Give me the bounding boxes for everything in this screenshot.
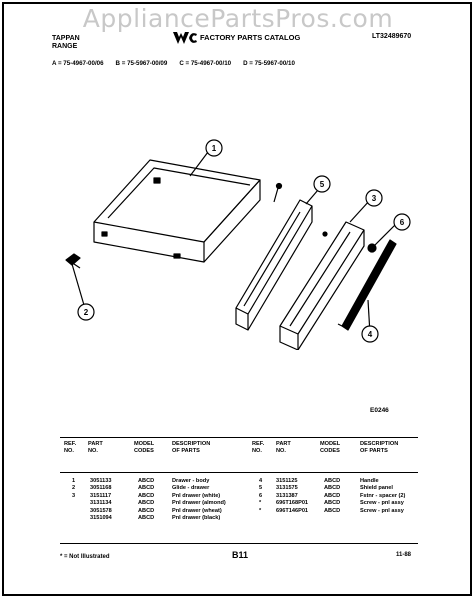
drawer-panel [280, 222, 364, 350]
table-cell: 696T168P01 [276, 500, 309, 507]
page-number: B11 [232, 550, 249, 560]
table-cell: Screw - pnl assy [360, 507, 404, 514]
table-cell: 5 [259, 485, 263, 492]
header-ref-left: REF. NO. [64, 441, 77, 454]
table-cell: 3051133 [90, 478, 112, 484]
table-cell [72, 500, 75, 507]
table-header-rule [60, 472, 418, 473]
table-cell: Shield panel [360, 485, 393, 492]
table-cell: ABCD [324, 492, 341, 499]
diagram-code: E0246 [370, 407, 389, 414]
table-top-rule [60, 437, 418, 438]
product-name: RANGE [52, 43, 78, 50]
table-cell [72, 515, 75, 522]
table-cell: Pnl drawer (white) [172, 492, 221, 499]
table-cell: 3131134 [90, 500, 112, 507]
watermark: AppliancePartsPros.com [82, 4, 394, 33]
header-part-right: PART NO. [276, 441, 291, 454]
table-cell: 3051578 [90, 507, 112, 514]
callout-5: 5 [319, 180, 325, 189]
col-desc-right [360, 478, 405, 515]
brand-name: TAPPAN [52, 35, 80, 42]
table-cell: 3051168 [90, 485, 112, 492]
header-codes-right: MODEL CODES [320, 441, 341, 454]
table-bottom-rule [60, 543, 418, 544]
handle [338, 240, 396, 330]
table-cell: ABCD [324, 485, 341, 492]
callout-2: 2 [83, 308, 89, 317]
footer-date: 11-88 [396, 552, 412, 558]
table-cell: Fstnr - spacer (2) [360, 492, 406, 499]
col-part-left [90, 478, 112, 522]
table-cell: 3151094 [90, 515, 112, 522]
table-cell: 696T146P01 [276, 507, 309, 514]
table-cell: ABCD [324, 507, 341, 514]
table-cell: 4 [259, 478, 263, 484]
exploded-parts-diagram [50, 130, 430, 350]
callout-1: 1 [211, 144, 217, 153]
table-cell: * [259, 507, 262, 514]
header-codes-left: MODEL CODES [134, 441, 155, 454]
table-cell: ABCD [138, 515, 155, 522]
table-cell: * [259, 500, 262, 507]
model-c: C = 75-4967-00/10 [179, 60, 232, 67]
table-cell: 3151125 [276, 478, 298, 484]
table-cell: Pnl drawer (black) [172, 515, 221, 522]
callout-3: 3 [371, 194, 377, 203]
brand-block [52, 35, 80, 51]
table-cell: ABCD [138, 485, 155, 492]
header-part-left: PART NO. [88, 441, 103, 454]
table-cell: 3151117 [90, 492, 112, 499]
table-cell: 3131575 [276, 485, 298, 492]
callout-4: 4 [367, 330, 373, 339]
table-cell: 3131387 [276, 492, 298, 499]
catalog-title: FACTORY PARTS CATALOG [200, 33, 301, 42]
col-codes-right [324, 478, 340, 515]
table-cell [72, 508, 75, 515]
col-ref-left [72, 478, 75, 522]
table-cell: ABCD [138, 507, 155, 514]
wci-logo-icon [172, 31, 198, 45]
model-d: D = 75-5967-00/10 [243, 60, 295, 67]
col-ref-right [259, 478, 262, 515]
table-cell: ABCD [324, 478, 341, 484]
header-desc-left: DESCRIPTION OF PARTS [172, 441, 211, 454]
table-cell: Pnl drawer (wheat) [172, 507, 222, 514]
table-cell: Glide - drawer [172, 485, 210, 492]
catalog-number: LT32489670 [372, 33, 412, 40]
table-cell: Pnl drawer (almond) [172, 500, 226, 507]
table-cell: ABCD [138, 492, 155, 499]
table-cell: 1 [72, 478, 76, 484]
table-cell: Drawer - body [172, 478, 210, 484]
table-cell: 3 [72, 492, 76, 499]
table-cell: Screw - pnl assy [360, 500, 404, 507]
footer-note: * = Not Illustrated [60, 554, 110, 560]
header-desc-right: DESCRIPTION OF PARTS [360, 441, 399, 454]
table-cell: 6 [259, 492, 263, 499]
table-cell: ABCD [138, 478, 155, 484]
model-a: A = 75-4967-00/06 [52, 60, 104, 67]
screw [274, 184, 282, 203]
table-cell: ABCD [138, 500, 155, 507]
col-desc-left [172, 478, 226, 522]
header-ref-right: REF. NO. [252, 441, 265, 454]
model-list [52, 60, 295, 67]
col-codes-left [138, 478, 154, 522]
model-b: B = 75-5967-00/09 [115, 60, 168, 67]
col-part-right [276, 478, 308, 515]
table-cell: ABCD [324, 500, 341, 507]
table-cell: Handle [360, 478, 379, 484]
callout-6: 6 [399, 218, 405, 227]
drawer-body [94, 160, 260, 262]
table-cell: 2 [72, 485, 76, 492]
